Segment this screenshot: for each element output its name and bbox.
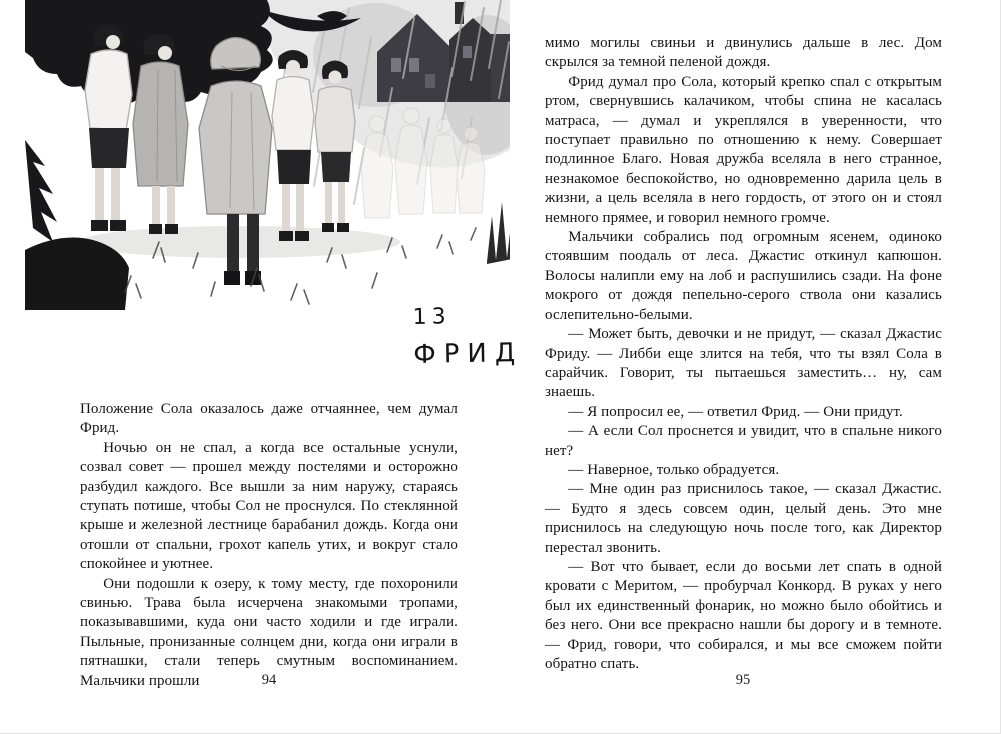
left-page-text — [80, 400, 458, 691]
page-number-right: 95 — [735, 672, 751, 688]
chapter-heading — [412, 303, 523, 370]
paragraph: — Наверное, только обрадуется. — [568, 461, 780, 478]
ground — [25, 226, 400, 310]
chapter-number: 13 — [412, 304, 451, 330]
paragraph: Мальчики собрались под огромным ясенем, одиноко стоявшим поодаль от леса. Джастис откинул капюшон. Волосы налипли ему на лоб и распушились сзади. На фоне мокрого от дождя пепельно-серого ствола они казались ослепительно-белыми. — [545, 229, 942, 323]
paragraph: — Вот что бывает, если до восьми лет спать в одной кровати с Меритом, — пробурчал Конкорд. В руках у него был их единственный фонарик, но можно было обойтись и без него. Они все прекрасно нашли бы дорогу и в темноте. — Фрид, говори, что собирался, и мы все сможем пойти обратно спать. — [545, 558, 942, 672]
paragraph: Они подошли к озеру, к тому месту, где похоронили свинью. Трава была исчерчена знакомыми тропами, показывавшими, куда они часто ходили и где играли. Пыльные, пронизанные солнцем дни, когда они играли в пятнашки, стали теперь смутным воспоминанием. Мальчики прошли — [80, 575, 458, 689]
boy-1 — [85, 25, 132, 232]
paragraph: — Мне один раз приснилось такое, — сказал Джастис. — Будто я здесь совсем один, целый день. Это мне приснилось на следующую ночь после того, как Директор перестал звонить. — [545, 481, 942, 556]
paragraph: мимо могилы свиньи и двинулись дальше в лес. Дом скрылся за темной пеленой дождя. — [545, 35, 942, 71]
chapter-illustration — [25, 0, 510, 310]
paragraph: — А если Сол проснется и увидит, что в спальне никого нет? — [545, 423, 942, 459]
paragraph: — Может быть, девочки и не придут, — сказал Джастис Фриду. — Либби еще злится на тебя, что ты взял Сола в сарайчик. Говорит, ты пытаешься заместить… ну, сам знаешь. — [545, 326, 942, 401]
paragraph: Фрид думал про Сола, который крепко спал с открытым ртом, свернувшись калачиком, чтобы спина не касалась матраса, — думал и укреплялся в уверенности, что поступает правильно по отношению к нему. Совершает подлинное Благо. Новая дружба вселяла в него странное, незнакомое беспокойство, но одновременно дарила цель в жизни, а цель вселяла в него гордость, от этого он и стоял немного прямее, и говорил немного громче. — [545, 73, 942, 226]
paragraph: Положение Сола оказалось даже отчаяннее, чем думал Фрид. — [80, 401, 458, 437]
paragraph: — Я попросил ее, — ответил Фрид. — Они придут. — [568, 403, 903, 420]
page-number-left: 94 — [261, 672, 277, 688]
paragraph: Ночью он не спал, а когда все остальные уснули, созвал совет — прошел между постелями и осторожно разбудил каждого. Все вышли за ним наружу, стараясь ступать потише, чтобы Сол не проснулся. По стеклянной крыше и железной лестнице барабанил дождь. Когда они отошли от спальни, грохот капель утих, и вокруг стало спокойнее и уютнее. — [80, 439, 458, 573]
chapter-title: ФРИД — [413, 338, 524, 370]
right-page-text — [545, 34, 942, 674]
